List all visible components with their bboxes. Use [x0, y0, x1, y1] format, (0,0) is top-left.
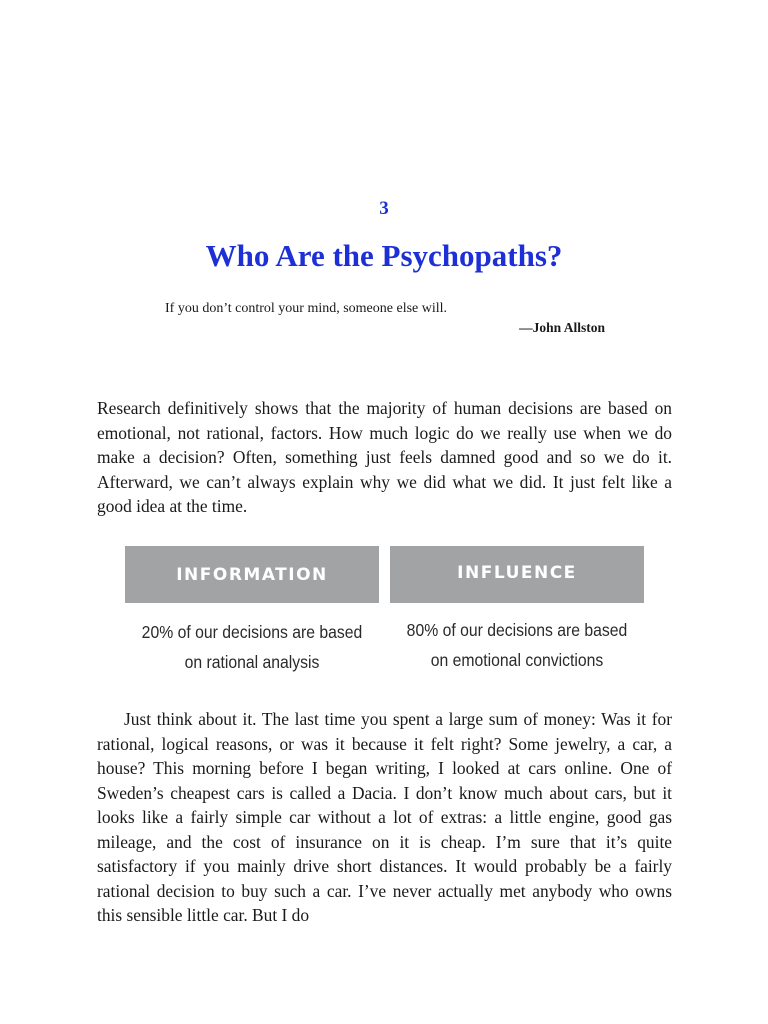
body-paragraph-2: Just think about it. The last time you spent a large sum of money: Was it for rational, logical reasons, or was it because it felt right? Some jewelry, a car, a house? This morning before I began writing, I looked at cars online. One of Sweden’s cheapest cars is called a Dacia. I don’t know much about cars, but it looks like a fairly simple car without a lot of extras: a little engine, good gas mileage, and the cost of insurance on it is cheap. I’m sure that it’s quite satisfactory if you mainly drive short distances. It would probably be a fairly rational decision to buy such a car. I’ve never actually met anybody who owns this sensible little car. But I do [97, 709, 672, 925]
body-paragraph-1: Research definitively shows that the majority of human decisions are based on emotional, not rational, factors. How much logic do we really use when we do make a decision? Often, something just feels damned good and so we do it. Afterward, we can’t always explain why we did what we did. It just felt like a good idea at the time. [97, 398, 672, 516]
chapter-title: Who Are the Psychopaths? [205, 238, 563, 273]
epigraph-quote: If you don’t control your mind, someone else will. [165, 301, 448, 316]
info-caption-information [138, 617, 367, 677]
infographic [125, 546, 644, 676]
info-caption-influence [403, 615, 632, 675]
info-caption-line: 80% of our decisions are based [406, 620, 628, 640]
chapter-number: 3 [379, 198, 389, 219]
info-caption-line: 20% of our decisions are based [141, 622, 363, 642]
info-header-information: INFORMATION [125, 546, 379, 603]
epigraph-author: —John Allston [519, 320, 605, 335]
info-header-influence: INFLUENCE [390, 546, 644, 603]
info-column-information [125, 546, 379, 677]
info-caption-line: on emotional convictions [430, 650, 604, 670]
info-caption-line: on rational analysis [184, 652, 320, 672]
info-column-influence [390, 546, 644, 675]
